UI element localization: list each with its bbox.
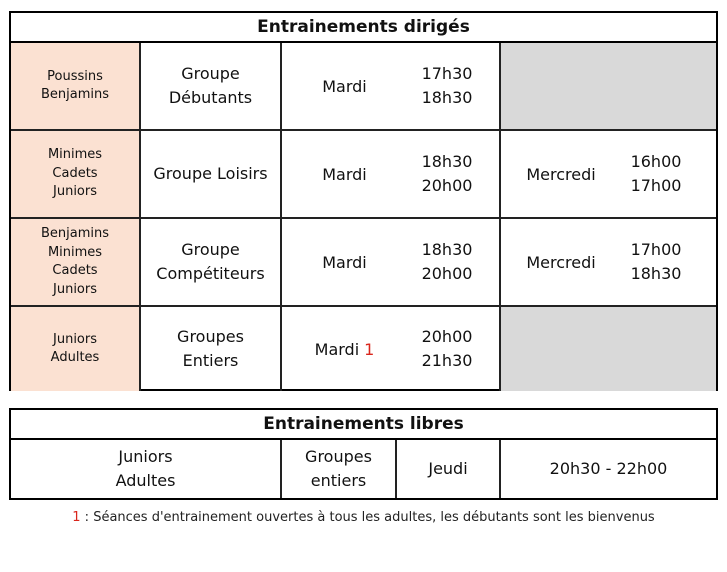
time-label: 16h00 (630, 152, 682, 171)
free-training-table (9, 408, 718, 500)
free-age-label: Adultes (115, 471, 176, 490)
footnote-number: 1 (72, 510, 81, 525)
wednesday-day (501, 219, 621, 305)
time-label: 17h30 (421, 64, 473, 83)
age-category-label: Adultes (50, 350, 100, 365)
tuesday-day (282, 131, 407, 217)
footnote (0, 510, 727, 525)
age-category-cell (11, 43, 141, 129)
free-day-label: Jeudi (428, 459, 468, 478)
time-label: 20h00 (421, 264, 473, 283)
wednesday-day (501, 131, 621, 217)
free-group-label: Groupes (305, 447, 372, 466)
schedule-row (11, 43, 716, 131)
day-label: Mardi (314, 339, 360, 359)
empty-cell (501, 43, 716, 129)
group-label: Compétiteurs (156, 264, 265, 283)
day-label: Mercredi (526, 164, 596, 184)
time-label: 17h00 (630, 240, 682, 259)
time-label: 18h30 (421, 240, 473, 259)
age-category-cell (11, 131, 141, 217)
directed-training-table (9, 11, 718, 391)
group-cell (141, 43, 282, 129)
tuesday-cell (282, 219, 501, 305)
tuesday-cell (282, 307, 501, 391)
age-category-label: Juniors (53, 331, 97, 347)
free-training-title: Entrainements libres (11, 410, 716, 440)
group-label: Débutants (168, 88, 253, 107)
tuesday-day (282, 219, 407, 305)
age-category-label: Benjamins (40, 87, 110, 102)
age-category-label: Cadets (52, 165, 98, 181)
empty-cell (501, 307, 716, 391)
group-cell (141, 307, 282, 391)
wednesday-cell (501, 131, 716, 217)
tuesday-times (402, 307, 492, 391)
free-training-row (11, 440, 716, 498)
tuesday-cell (282, 131, 501, 217)
free-group-label: entiers (310, 471, 367, 490)
wednesday-times (611, 219, 701, 305)
group-label: Groupe Loisirs (153, 164, 268, 183)
time-label: 17h00 (630, 176, 682, 195)
age-category-label: Juniors (53, 184, 97, 200)
age-category-label: Juniors (53, 281, 97, 297)
age-category-label: Cadets (52, 263, 98, 278)
wednesday-times (611, 131, 701, 217)
tuesday-day (282, 307, 407, 391)
footnote-text: : Séances d'entrainement ouvertes à tous les adultes, les débutants sont les bienvenus (80, 510, 655, 525)
age-category-label: Poussins (47, 68, 103, 84)
group-cell (141, 219, 282, 305)
day-label: Mercredi (526, 252, 596, 272)
wednesday-cell (501, 219, 716, 305)
free-group-cell (282, 440, 397, 498)
day-label: Mardi (322, 252, 367, 272)
age-category-label: Benjamins (40, 226, 110, 241)
age-category-label: Minimes (47, 147, 103, 163)
free-day-cell (397, 440, 501, 498)
tuesday-cell (282, 43, 501, 129)
schedule-row (11, 131, 716, 219)
day-label: Mardi (322, 164, 367, 184)
group-label: Entiers (182, 351, 239, 370)
time-label: 20h00 (421, 327, 473, 346)
group-label: Groupe (181, 64, 240, 83)
group-label: Groupes (177, 327, 244, 346)
time-label: 20h00 (421, 176, 473, 195)
time-label: 18h30 (421, 88, 473, 107)
schedule-row (11, 307, 716, 391)
age-category-label: Minimes (47, 244, 103, 260)
tuesday-times (402, 131, 492, 217)
schedule-row (11, 219, 716, 307)
free-time-label: 20h30 - 22h00 (549, 459, 668, 478)
tuesday-day (282, 43, 407, 129)
tuesday-times (402, 43, 492, 129)
age-category-cell (11, 219, 141, 305)
footnote-marker: 1 (364, 339, 375, 359)
time-label: 18h30 (421, 152, 473, 171)
group-cell (141, 131, 282, 217)
free-time-cell (501, 440, 716, 498)
tuesday-times (402, 219, 492, 305)
directed-training-title: Entrainements dirigés (11, 13, 716, 43)
time-label: 21h30 (421, 351, 473, 370)
day-label: Mardi (322, 76, 367, 96)
age-category-cell (11, 307, 141, 391)
group-label: Groupe (181, 240, 240, 259)
free-age-label: Juniors (118, 447, 173, 466)
time-label: 18h30 (630, 264, 682, 283)
free-ages-cell (11, 440, 282, 498)
